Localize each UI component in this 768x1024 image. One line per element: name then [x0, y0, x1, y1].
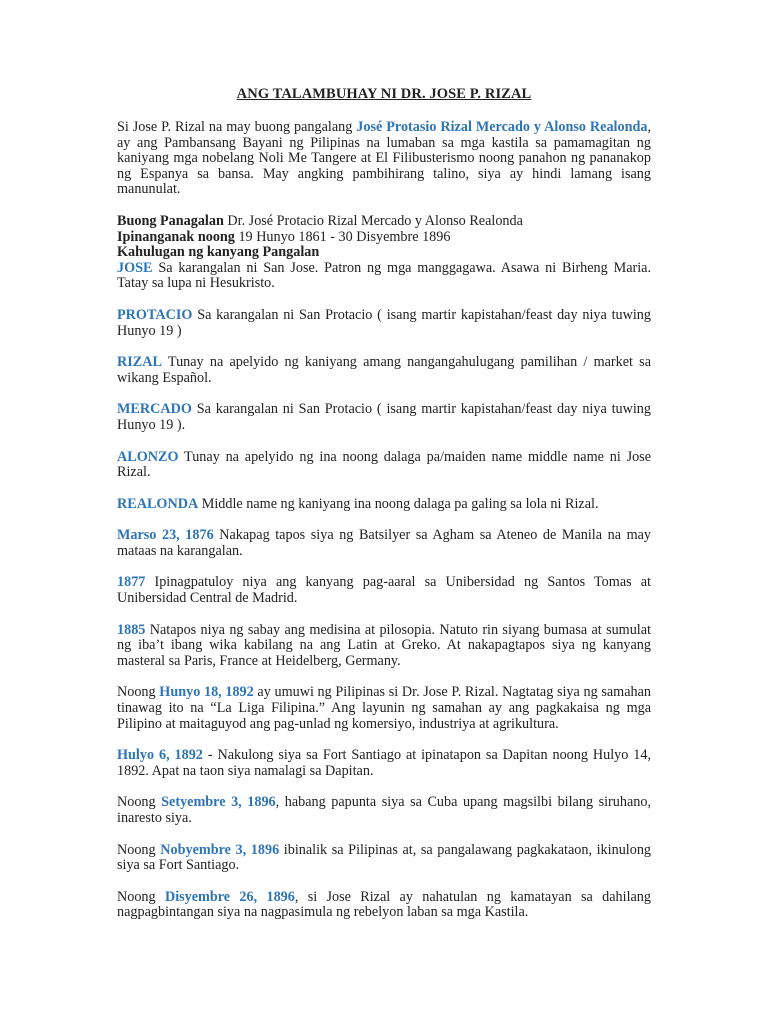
timeline-text: , si Jose Rizal ay nahatulan ng kamatayan sa dahilang nagpagbintangan siya na nagpasimula ng rebelyon laban sa mga Kastila.	[117, 888, 651, 921]
name-term: ALONZO	[117, 448, 179, 465]
name-term: JOSE	[117, 259, 153, 276]
name-meaning-item	[117, 355, 651, 386]
intro-paragraph	[117, 120, 651, 198]
timeline-prefix: Noong	[117, 841, 161, 858]
timeline-prefix: Noong	[117, 888, 165, 905]
timeline-text: , habang papunta siya sa Cuba upang magsilbi bilang siruhano, inaresto siya.	[117, 794, 651, 826]
timeline-prefix: Noong	[117, 684, 160, 701]
full-name-label: Buong Panagalan	[117, 212, 224, 229]
timeline-entry	[117, 748, 651, 779]
timeline-date: Setyembre 3, 1896	[161, 794, 276, 811]
timeline-entry	[117, 528, 651, 559]
timeline-date: 1885	[117, 621, 146, 638]
name-description: Sa karangalan ni San Jose. Patron ng mga manggagawa. Asawa ni Birheng Maria. Tatay sa lupa ni Hesukristo.	[117, 259, 651, 292]
name-meaning-heading: Kahulugan ng kanyang Pangalan	[117, 244, 320, 261]
timeline-entry	[117, 685, 651, 732]
born-line	[117, 230, 651, 246]
name-meaning-item	[117, 402, 651, 433]
name-meaning-item	[117, 261, 651, 292]
page-title: ANG TALAMBUHAY NI DR. JOSE P. RIZAL	[236, 86, 532, 102]
name-description: Sa karangalan ni San Protacio ( isang martir kapistahan/feast day niya tuwing Hunyo 19 )	[117, 306, 651, 339]
name-meaning-list	[117, 261, 651, 513]
name-meaning-item	[117, 497, 651, 513]
timeline-text: Nakapag tapos siya ng Batsilyer sa Agham sa Ateneo de Manila na may mataas na karangalan.	[117, 527, 652, 559]
timeline-date: 1877	[117, 574, 146, 591]
name-description: Tunay na apelyido ng kaniyang amang nangangahulugang pamilihan / market sa wikang Español.	[117, 354, 651, 386]
full-name-value: Dr. José Protacio Rizal Mercado y Alonso Realonda	[223, 212, 523, 229]
name-term: RIZAL	[117, 354, 162, 371]
name-term: REALONDA	[117, 495, 199, 512]
name-description: Middle name ng kaniyang ina noong dalaga pa galing sa lola ni Rizal.	[198, 495, 599, 512]
full-name-line	[117, 214, 651, 230]
timeline-date: Nobyembre 3, 1896	[160, 841, 280, 858]
timeline-list	[117, 528, 651, 921]
timeline-entry	[117, 623, 651, 670]
full-name-highlight: José Protasio Rizal Mercado y Alonso Realonda	[356, 119, 648, 135]
intro-text-rest: , ay ang Pambansang Bayani ng Pilipinas na lumaban sa mga kastila sa pamamagitan ng kaniyang mga nobelang Noli Me Tangere at El Filibusterismo noong panahon ng pananakop ng Espanya sa bansa. May angking pambihirang talino, siya ay hindi lamang isang manunulat.	[117, 119, 651, 198]
name-term: MERCADO	[117, 401, 192, 418]
timeline-prefix: Noong	[117, 794, 162, 811]
timeline-text: ibinalik sa Pilipinas at, sa pangalawang pagkakataon, ikinulong siya sa Fort Santiago.	[117, 841, 652, 874]
timeline-date: Disyembre 26, 1896	[164, 888, 295, 905]
intro-text: Si Jose P. Rizal na may buong pangalang	[117, 119, 357, 135]
timeline-entry	[117, 795, 651, 826]
timeline-text: - Nakulong siya sa Fort Santiago at ipinatapon sa Dapitan noong Hulyo 14, 1892. Apat na taon siya namalagi sa Dapitan.	[117, 747, 651, 779]
name-meaning-item	[117, 308, 651, 339]
timeline-date: Hunyo 18, 1892	[159, 684, 254, 701]
name-description: Sa karangalan ni San Protacio ( isang martir kapistahan/feast day niya tuwing Hunyo 19 ).	[117, 401, 651, 433]
name-meaning-item	[117, 450, 651, 481]
timeline-date: Marso 23, 1876	[117, 527, 214, 544]
name-description: Tunay na apelyido ng ina noong dalaga pa/maiden name middle name ni Jose Rizal.	[117, 448, 651, 481]
timeline-entry	[117, 843, 651, 874]
born-label: Ipinanganak noong	[117, 228, 235, 245]
born-value: 19 Hunyo 1861 - 30 Disyembre 1896	[234, 228, 451, 245]
timeline-date: Hulyo 6, 1892	[117, 747, 203, 764]
timeline-text: Natapos niya ng sabay ang medisina at pilosopia. Natuto rin siyang bumasa at sumulat ng iba’t ibang wika kabilang na ang Latin at Greko. At nakapagtapos siya ng kanyang masteral sa Paris, France at Heidelberg, Germany.	[117, 621, 651, 669]
timeline-entry	[117, 575, 651, 606]
timeline-text: ay umuwi ng Pilipinas si Dr. Jose P. Rizal. Nagtatag siya ng samahan tinawag ito na “La Liga Filipina.” Ang layunin ng samahan ay ang pagkakaisa ng mga Pilipino at maitaguyod ang pag-unlad ng komersiyo, industriya at agrikultura.	[117, 684, 651, 732]
timeline-text: Ipinagpatuloy niya ang kanyang pag-aaral sa Unibersidad ng Santos Tomas at Unibersidad Central de Madrid.	[117, 574, 651, 607]
timeline-entry	[117, 890, 651, 921]
name-term: PROTACIO	[117, 306, 193, 323]
